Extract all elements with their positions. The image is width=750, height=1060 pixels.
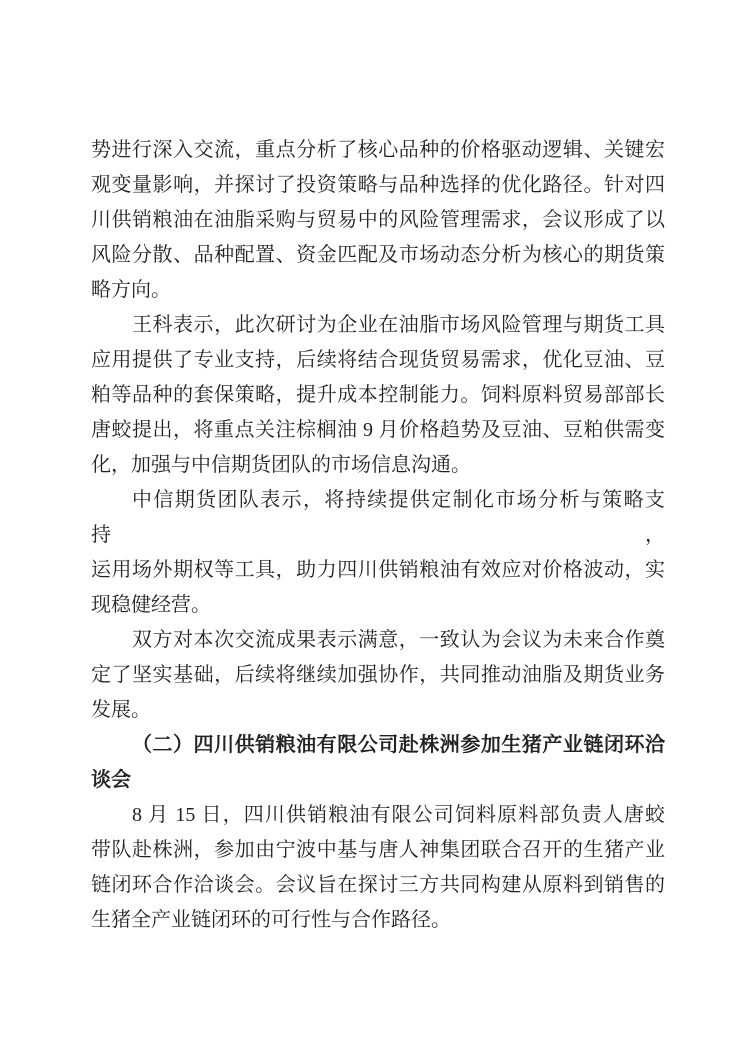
paragraph	[91, 308, 665, 483]
text-line: 带队赴株洲，参加由宁波中基与唐人神集团联合召开的生猪产业	[91, 839, 665, 861]
text-line: 观变量影响，并探讨了投资策略与品种选择的优化路径。针对四	[91, 174, 665, 196]
paragraph	[91, 483, 665, 623]
text-line: 化，加强与中信期货团队的市场信息沟通。	[91, 454, 471, 476]
paragraph	[91, 623, 665, 728]
text-line: 生猪全产业链闭环的可行性与合作路径。	[91, 909, 451, 931]
text-line: 粕等品种的套保策略，提升成本控制能力。饲料原料贸易部部长	[91, 384, 665, 406]
text-line: 定了坚实基础，后续将继续加强协作，共同推动油脂及期货业务	[91, 664, 665, 686]
text-line: 应用提供了专业支持，后续将结合现货贸易需求，优化豆油、豆	[91, 349, 665, 371]
text-line: 略方向。	[91, 279, 171, 301]
text-line: 运用场外期权等工具，助力四川供销粮油有效应对价格波动，实	[91, 559, 665, 581]
text-line: 发展。	[91, 699, 151, 721]
section-heading	[91, 728, 665, 798]
paragraph	[91, 133, 665, 308]
text-line: 风险分散、品种配置、资金匹配及市场动态分析为核心的期货策	[91, 244, 665, 266]
document-body	[91, 133, 665, 938]
text-line: 势进行深入交流，重点分析了核心品种的价格驱动逻辑、关键宏	[91, 139, 665, 161]
text-line: 链闭环合作洽谈会。会议旨在探讨三方共同构建从原料到销售的	[91, 874, 665, 896]
text-line: 双方对本次交流成果表示满意，一致认为会议为未来合作奠	[132, 629, 665, 651]
text-line: 川供销粮油在油脂采购与贸易中的风险管理需求，会议形成了以	[91, 209, 665, 231]
text-line: 王科表示，此次研讨为企业在油脂市场风险管理与期货工具	[132, 314, 665, 336]
text-line: 8 月 15 日，四川供销粮油有限公司饲料原料部负责人唐蛟	[132, 804, 665, 826]
text-line: 现稳健经营。	[91, 594, 211, 616]
text-line: 中信期货团队表示，将持续提供定制化市场分析与策略支持，	[91, 489, 665, 546]
text-line: 唐蛟提出，将重点关注棕榈油 9 月价格趋势及豆油、豆粕供需变	[91, 419, 665, 441]
heading-line: （二）四川供销粮油有限公司赴株洲参加生猪产业链闭环洽	[132, 734, 665, 756]
heading-line: 谈会	[91, 769, 131, 791]
paragraph	[91, 798, 665, 938]
